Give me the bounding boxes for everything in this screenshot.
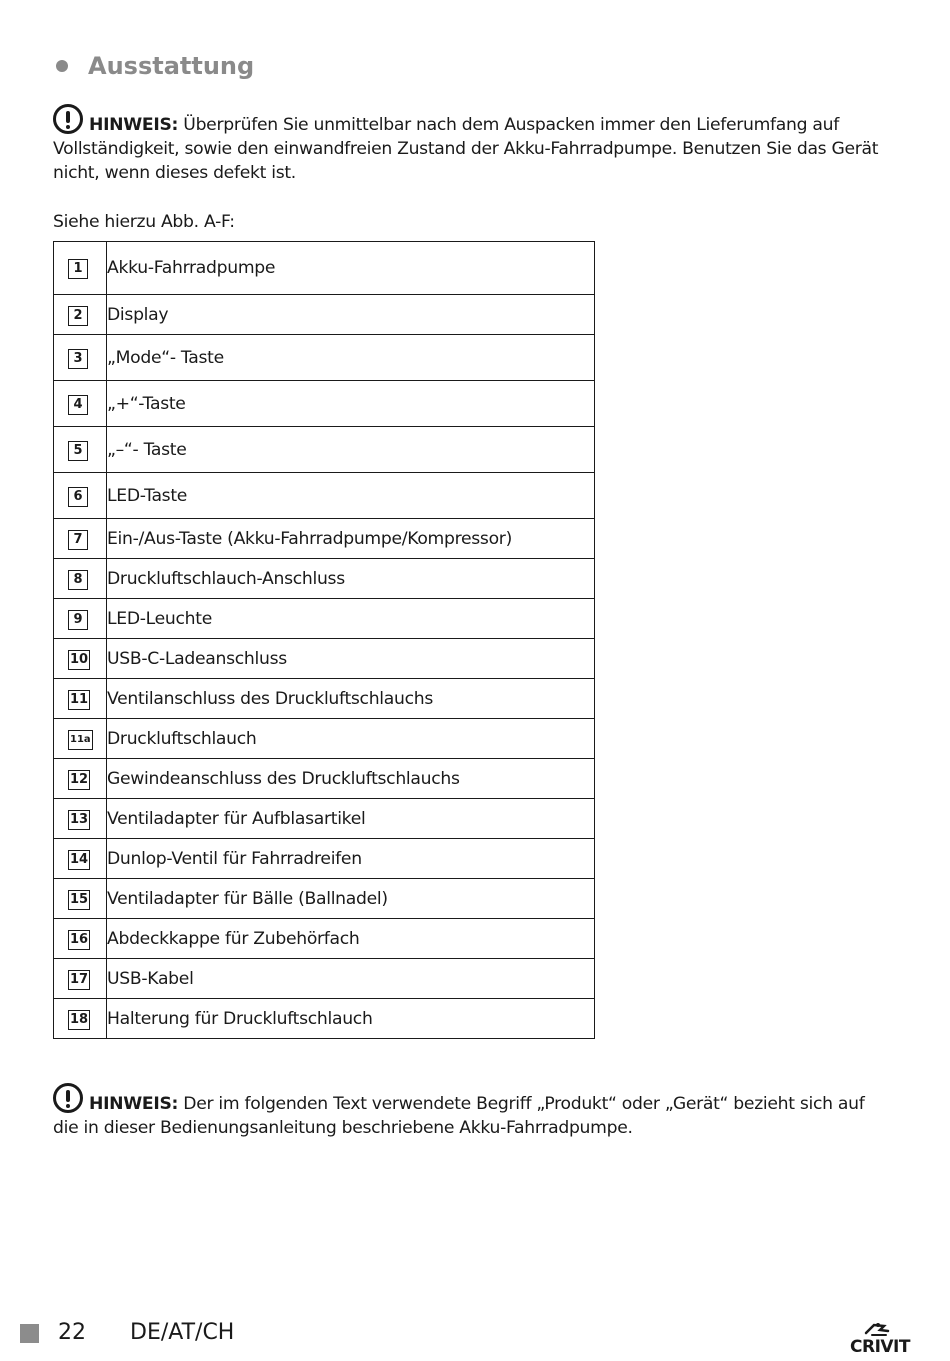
part-number-cell [54,639,107,679]
part-number-cell [54,679,107,719]
exclamation-circle-icon [53,1083,83,1113]
part-number-cell [54,242,107,295]
part-number-cell [54,879,107,919]
part-label: Display [107,295,595,335]
note-label: HINWEIS: [89,115,179,135]
part-number-cell [54,381,107,427]
part-number: 4 [68,395,88,415]
note-text: Der im folgenden Text verwendete Begriff „Produkt“ oder „Gerät“ bezieht sich auf die in dieser Bedienungsanleitung beschriebene Akku-Fahrradpumpe. [53,1094,865,1138]
note-text: Überprüfen Sie unmittelbar nach dem Auspacken immer den Lieferumfang auf Vollständigkeit, sowie den einwandfreien Zustand der Akku-Fahrradpumpe. Benutzen Sie das Gerät nicht, wenn dieses defekt ist. [53,115,879,183]
parts-table [53,241,595,1039]
part-number: 9 [68,610,88,630]
part-number: 13 [68,810,90,830]
part-label: LED-Taste [107,473,595,519]
brand-name: CRIVIT [850,1337,910,1357]
page-number: 22 [58,1320,86,1345]
note-label: HINWEIS: [89,1094,179,1114]
part-label: Ventilanschluss des Druckluftschlauchs [107,679,595,719]
part-number-cell [54,839,107,879]
parts-row [54,473,595,519]
part-label: LED-Leuchte [107,599,595,639]
parts-row [54,879,595,919]
parts-row [54,381,595,427]
part-number-cell [54,559,107,599]
parts-row [54,599,595,639]
parts-row [54,799,595,839]
footer-square-marker [20,1324,39,1343]
parts-row [54,639,595,679]
parts-row [54,559,595,599]
part-label: Ein-/Aus-Taste (Akku-Fahrradpumpe/Kompressor) [107,519,595,559]
part-number: 10 [68,650,90,670]
part-number-cell [54,427,107,473]
part-number-cell [54,335,107,381]
parts-row [54,519,595,559]
part-number: 18 [68,1010,90,1030]
part-number-cell [54,719,107,759]
part-number-cell [54,919,107,959]
part-label: Druckluftschlauch-Anschluss [107,559,595,599]
part-number: 14 [68,850,90,870]
part-number-cell [54,519,107,559]
part-label: Dunlop-Ventil für Fahrradreifen [107,839,595,879]
parts-row [54,427,595,473]
part-label: Akku-Fahrradpumpe [107,242,595,295]
part-label: „–“- Taste [107,427,595,473]
part-number: 15 [68,890,90,910]
part-label: Abdeckkappe für Zubehörfach [107,919,595,959]
part-number: 11a [68,730,93,750]
figure-reference: Siehe hierzu Abb. A-F: [53,212,235,232]
part-number: 2 [68,306,88,326]
note-hinweis-2 [53,1083,893,1140]
part-label: Ventiladapter für Aufblasartikel [107,799,595,839]
part-number: 16 [68,930,90,950]
part-number: 3 [68,349,88,369]
part-number: 17 [68,970,90,990]
parts-row [54,919,595,959]
note-hinweis-1 [53,104,893,185]
part-number: 11 [68,690,90,710]
part-number-cell [54,295,107,335]
section-title: Ausstattung [88,52,255,80]
rider-icon [844,1322,916,1338]
parts-row [54,335,595,381]
region-label: DE/AT/CH [130,1320,235,1345]
parts-row [54,295,595,335]
part-number-cell [54,599,107,639]
part-label: USB-Kabel [107,959,595,999]
part-number-cell [54,959,107,999]
parts-row [54,999,595,1039]
part-number-cell [54,759,107,799]
part-number: 7 [68,530,88,550]
part-number: 6 [68,487,88,507]
exclamation-circle-icon [53,104,83,134]
part-label: Druckluftschlauch [107,719,595,759]
bullet-icon [56,60,68,72]
part-number-cell [54,799,107,839]
part-label: „Mode“- Taste [107,335,595,381]
part-number: 8 [68,570,88,590]
parts-row [54,719,595,759]
parts-row [54,759,595,799]
part-number: 12 [68,770,90,790]
section-heading [53,50,254,82]
parts-row [54,679,595,719]
parts-row [54,242,595,295]
parts-row [54,839,595,879]
brand-logo [844,1322,916,1360]
part-label: USB-C-Ladeanschluss [107,639,595,679]
part-label: Gewindeanschluss des Druckluftschlauchs [107,759,595,799]
part-label: „+“-Taste [107,381,595,427]
part-label: Halterung für Druckluftschlauch [107,999,595,1039]
parts-row [54,959,595,999]
part-number: 1 [68,259,88,279]
part-number-cell [54,473,107,519]
part-number-cell [54,999,107,1039]
part-label: Ventiladapter für Bälle (Ballnadel) [107,879,595,919]
part-number: 5 [68,441,88,461]
